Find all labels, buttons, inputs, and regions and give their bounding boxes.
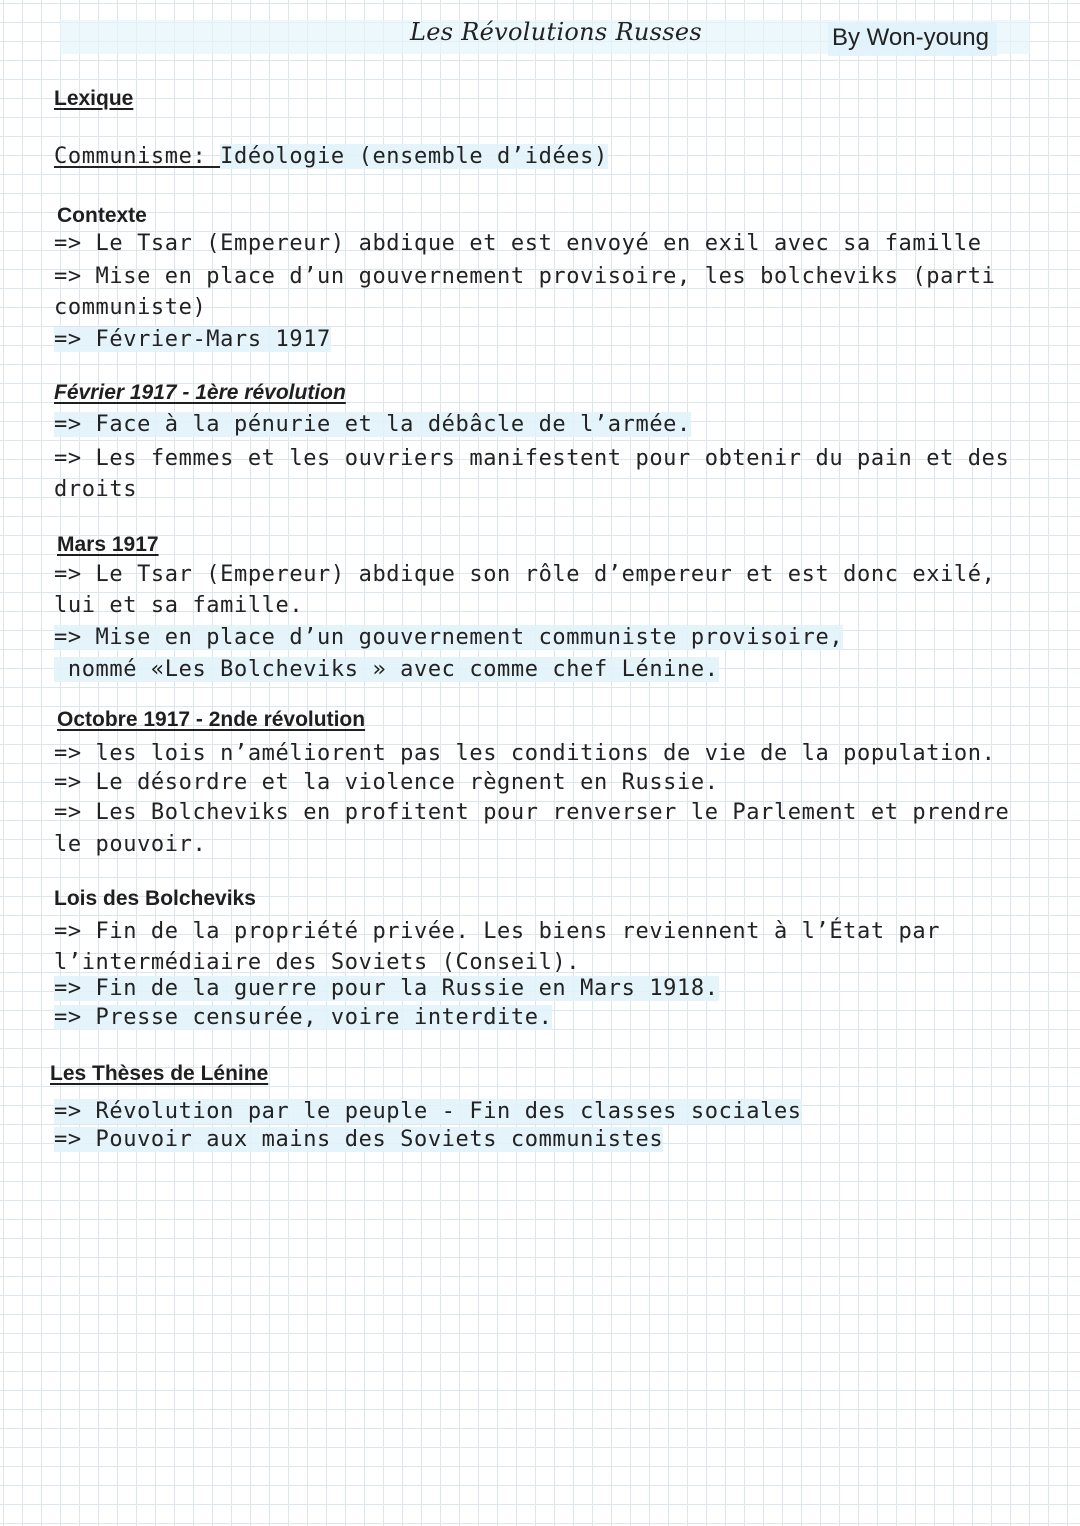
contexte-line: => Le Tsar (Empereur) abdique et est envoyé en exil avec sa famille bbox=[54, 231, 982, 256]
lois-line: l’intermédiaire des Soviets (Conseil). bbox=[54, 950, 581, 975]
fevrier-line: => Face à la pénurie et la débâcle de l’armée. bbox=[54, 412, 691, 437]
mars-line: lui et sa famille. bbox=[54, 593, 304, 618]
theses-line: => Révolution par le peuple - Fin des classes sociales bbox=[54, 1099, 802, 1124]
fevrier-line: droits bbox=[54, 477, 138, 502]
contexte-line: => Mise en place d’un gouvernement provisoire, les bolcheviks (parti bbox=[54, 264, 996, 289]
lexique-definition: Idéologie (ensemble d’idées) bbox=[220, 144, 608, 169]
contexte-line: => Février-Mars 1917 bbox=[54, 327, 331, 352]
lois-line: => Presse censurée, voire interdite. bbox=[54, 1005, 553, 1030]
octobre-line: => les lois n’améliorent pas les conditions de vie de la population. bbox=[54, 741, 996, 766]
lois-line: => Fin de la propriété privée. Les biens reviennent à l’État par bbox=[54, 919, 941, 944]
contexte-heading: Contexte bbox=[57, 204, 147, 227]
octobre-line: le pouvoir. bbox=[54, 832, 207, 857]
mars-line: => Le Tsar (Empereur) abdique son rôle d’empereur et est donc exilé, bbox=[54, 562, 996, 587]
fevrier-line: => Les femmes et les ouvriers manifestent pour obtenir du pain et des bbox=[54, 446, 1010, 471]
page-title: Les Révolutions Russes bbox=[410, 18, 702, 46]
author-label: By Won-young bbox=[828, 22, 997, 56]
lois-line: => Fin de la guerre pour la Russie en Mars 1918. bbox=[54, 976, 719, 1001]
octobre-line: => Le désordre et la violence règnent en Russie. bbox=[54, 770, 719, 795]
mars-line: nommé «Les Bolcheviks » avec comme chef Lénine. bbox=[54, 657, 719, 682]
octobre-heading: Octobre 1917 - 2nde révolution bbox=[57, 708, 366, 731]
theses-line: => Pouvoir aux mains des Soviets communistes bbox=[54, 1127, 664, 1152]
mars-heading: Mars 1917 bbox=[57, 533, 159, 556]
lois-heading: Lois des Bolcheviks bbox=[54, 887, 256, 910]
theses-heading: Les Thèses de Lénine bbox=[50, 1062, 269, 1085]
fevrier-heading: Février 1917 - 1ère révolution bbox=[54, 381, 346, 404]
lexique-term: Communisme: bbox=[54, 144, 221, 169]
mars-line: => Mise en place d’un gouvernement communiste provisoire, bbox=[54, 625, 844, 650]
contexte-line: communiste) bbox=[54, 295, 207, 320]
octobre-line: => Les Bolcheviks en profitent pour renverser le Parlement et prendre bbox=[54, 800, 1010, 825]
lexique-heading: Lexique bbox=[54, 87, 134, 110]
lexique-entry bbox=[54, 144, 608, 169]
